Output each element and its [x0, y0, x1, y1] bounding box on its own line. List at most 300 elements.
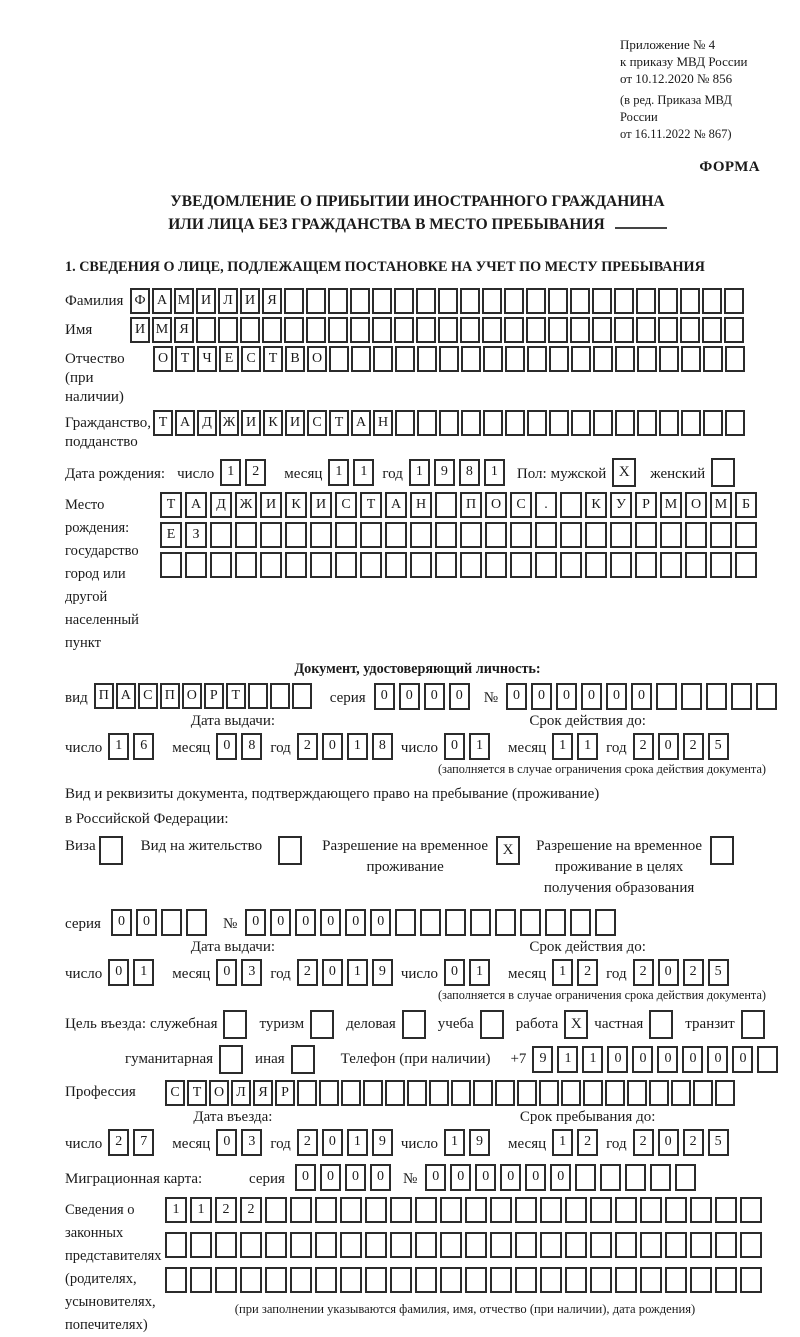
- char-cell[interactable]: [593, 410, 613, 436]
- char-cell[interactable]: Ж: [235, 492, 257, 518]
- char-cell[interactable]: [385, 522, 407, 548]
- char-cell[interactable]: [600, 1164, 621, 1191]
- char-cell[interactable]: [290, 1267, 312, 1293]
- char-cell[interactable]: 1: [409, 459, 430, 486]
- char-cell[interactable]: И: [285, 410, 305, 436]
- char-cell[interactable]: 2: [683, 959, 704, 986]
- char-cell[interactable]: [724, 288, 744, 314]
- char-cell[interactable]: [715, 1197, 737, 1223]
- char-cell[interactable]: 0: [607, 1046, 628, 1073]
- char-cell[interactable]: Р: [635, 492, 657, 518]
- char-cell[interactable]: З: [185, 522, 207, 548]
- char-cell[interactable]: 1: [220, 459, 241, 486]
- char-cell[interactable]: [310, 552, 332, 578]
- char-cell[interactable]: [615, 1267, 637, 1293]
- char-cell[interactable]: 9: [434, 459, 455, 486]
- char-cell[interactable]: [671, 1080, 691, 1106]
- char-cell[interactable]: 0: [322, 1129, 343, 1156]
- char-cell[interactable]: [658, 317, 678, 343]
- char-cell[interactable]: [515, 1232, 537, 1258]
- char-cell[interactable]: 2: [633, 733, 654, 760]
- char-cell[interactable]: [460, 522, 482, 548]
- char-cell[interactable]: 0: [425, 1164, 446, 1191]
- char-cell[interactable]: 0: [450, 1164, 471, 1191]
- char-cell[interactable]: 2: [633, 959, 654, 986]
- char-cell[interactable]: Е: [219, 346, 239, 372]
- char-cell[interactable]: [535, 522, 557, 548]
- char-cell[interactable]: Т: [153, 410, 173, 436]
- char-cell[interactable]: [665, 1267, 687, 1293]
- temp-permit-checkbox[interactable]: X: [496, 836, 520, 865]
- char-cell[interactable]: [417, 346, 437, 372]
- char-cell[interactable]: Т: [160, 492, 182, 518]
- char-cell[interactable]: 0: [658, 959, 679, 986]
- char-cell[interactable]: [483, 346, 503, 372]
- char-cell[interactable]: О: [685, 492, 707, 518]
- char-cell[interactable]: [161, 909, 182, 936]
- char-cell[interactable]: [465, 1267, 487, 1293]
- char-cell[interactable]: [565, 1267, 587, 1293]
- char-cell[interactable]: 3: [241, 1129, 262, 1156]
- char-cell[interactable]: 0: [444, 733, 465, 760]
- char-cell[interactable]: [527, 410, 547, 436]
- char-cell[interactable]: [460, 552, 482, 578]
- char-cell[interactable]: 0: [295, 909, 316, 936]
- char-cell[interactable]: 1: [469, 959, 490, 986]
- char-cell[interactable]: 2: [240, 1197, 262, 1223]
- char-cell[interactable]: [190, 1267, 212, 1293]
- char-cell[interactable]: [660, 552, 682, 578]
- char-cell[interactable]: [659, 346, 679, 372]
- char-cell[interactable]: 0: [707, 1046, 728, 1073]
- char-cell[interactable]: [407, 1080, 427, 1106]
- char-cell[interactable]: [265, 1267, 287, 1293]
- char-cell[interactable]: [416, 317, 436, 343]
- char-cell[interactable]: [583, 1080, 603, 1106]
- char-cell[interactable]: [549, 410, 569, 436]
- char-cell[interactable]: [395, 410, 415, 436]
- char-cell[interactable]: [215, 1267, 237, 1293]
- char-cell[interactable]: [549, 346, 569, 372]
- char-cell[interactable]: [515, 1267, 537, 1293]
- char-cell[interactable]: 0: [216, 1129, 237, 1156]
- char-cell[interactable]: [435, 522, 457, 548]
- char-cell[interactable]: 0: [320, 1164, 341, 1191]
- char-cell[interactable]: 1: [353, 459, 374, 486]
- char-cell[interactable]: [505, 346, 525, 372]
- char-cell[interactable]: [215, 1232, 237, 1258]
- char-cell[interactable]: 0: [556, 683, 577, 710]
- char-cell[interactable]: [196, 317, 216, 343]
- char-cell[interactable]: [535, 552, 557, 578]
- char-cell[interactable]: 1: [552, 1129, 573, 1156]
- char-cell[interactable]: 1: [190, 1197, 212, 1223]
- char-cell[interactable]: Я: [174, 317, 194, 343]
- char-cell[interactable]: [390, 1197, 412, 1223]
- char-cell[interactable]: 1: [347, 959, 368, 986]
- char-cell[interactable]: 7: [133, 1129, 154, 1156]
- purpose-tourism-checkbox[interactable]: [310, 1010, 334, 1039]
- char-cell[interactable]: М: [152, 317, 172, 343]
- char-cell[interactable]: [706, 683, 727, 710]
- char-cell[interactable]: [571, 346, 591, 372]
- char-cell[interactable]: О: [485, 492, 507, 518]
- purpose-transit-checkbox[interactable]: [741, 1010, 765, 1039]
- char-cell[interactable]: Т: [263, 346, 283, 372]
- char-cell[interactable]: [390, 1232, 412, 1258]
- char-cell[interactable]: [165, 1232, 187, 1258]
- char-cell[interactable]: [350, 317, 370, 343]
- char-cell[interactable]: 9: [469, 1129, 490, 1156]
- char-cell[interactable]: 9: [532, 1046, 553, 1073]
- char-cell[interactable]: [548, 288, 568, 314]
- char-cell[interactable]: [636, 317, 656, 343]
- char-cell[interactable]: 3: [241, 959, 262, 986]
- char-cell[interactable]: 0: [320, 909, 341, 936]
- char-cell[interactable]: [605, 1080, 625, 1106]
- char-cell[interactable]: Ф: [130, 288, 150, 314]
- char-cell[interactable]: [540, 1197, 562, 1223]
- char-cell[interactable]: 0: [506, 683, 527, 710]
- char-cell[interactable]: [615, 410, 635, 436]
- char-cell[interactable]: [637, 410, 657, 436]
- char-cell[interactable]: [665, 1232, 687, 1258]
- char-cell[interactable]: 0: [632, 1046, 653, 1073]
- char-cell[interactable]: [560, 522, 582, 548]
- char-cell[interactable]: [410, 552, 432, 578]
- char-cell[interactable]: [560, 492, 582, 518]
- char-cell[interactable]: 5: [708, 959, 729, 986]
- char-cell[interactable]: [360, 522, 382, 548]
- char-cell[interactable]: [440, 1197, 462, 1223]
- char-cell[interactable]: [685, 552, 707, 578]
- char-cell[interactable]: [595, 909, 616, 936]
- char-cell[interactable]: [757, 1046, 778, 1073]
- char-cell[interactable]: И: [240, 288, 260, 314]
- char-cell[interactable]: Р: [204, 683, 224, 709]
- char-cell[interactable]: 0: [682, 1046, 703, 1073]
- char-cell[interactable]: [725, 346, 745, 372]
- char-cell[interactable]: [490, 1232, 512, 1258]
- char-cell[interactable]: [561, 1080, 581, 1106]
- char-cell[interactable]: [310, 522, 332, 548]
- char-cell[interactable]: [731, 683, 752, 710]
- char-cell[interactable]: [593, 346, 613, 372]
- char-cell[interactable]: [373, 346, 393, 372]
- purpose-business-checkbox[interactable]: [223, 1010, 247, 1039]
- char-cell[interactable]: Д: [197, 410, 217, 436]
- char-cell[interactable]: .: [535, 492, 557, 518]
- char-cell[interactable]: О: [307, 346, 327, 372]
- char-cell[interactable]: [235, 552, 257, 578]
- char-cell[interactable]: [265, 1197, 287, 1223]
- char-cell[interactable]: [483, 410, 503, 436]
- char-cell[interactable]: [725, 410, 745, 436]
- char-cell[interactable]: О: [209, 1080, 229, 1106]
- char-cell[interactable]: 0: [370, 909, 391, 936]
- char-cell[interactable]: 1: [484, 459, 505, 486]
- char-cell[interactable]: [640, 1232, 662, 1258]
- char-cell[interactable]: С: [510, 492, 532, 518]
- char-cell[interactable]: 0: [136, 909, 157, 936]
- char-cell[interactable]: [710, 552, 732, 578]
- char-cell[interactable]: [614, 317, 634, 343]
- char-cell[interactable]: [285, 552, 307, 578]
- char-cell[interactable]: [440, 1267, 462, 1293]
- char-cell[interactable]: 0: [374, 683, 395, 710]
- char-cell[interactable]: С: [138, 683, 158, 709]
- char-cell[interactable]: [592, 288, 612, 314]
- char-cell[interactable]: [505, 410, 525, 436]
- char-cell[interactable]: 5: [708, 1129, 729, 1156]
- char-cell[interactable]: [715, 1232, 737, 1258]
- char-cell[interactable]: [548, 317, 568, 343]
- char-cell[interactable]: 8: [241, 733, 262, 760]
- char-cell[interactable]: 0: [111, 909, 132, 936]
- char-cell[interactable]: [681, 410, 701, 436]
- char-cell[interactable]: [485, 522, 507, 548]
- char-cell[interactable]: [420, 909, 441, 936]
- char-cell[interactable]: [681, 683, 702, 710]
- edu-permit-checkbox[interactable]: [710, 836, 734, 865]
- char-cell[interactable]: [340, 1267, 362, 1293]
- char-cell[interactable]: К: [285, 492, 307, 518]
- char-cell[interactable]: [590, 1197, 612, 1223]
- char-cell[interactable]: [351, 346, 371, 372]
- char-cell[interactable]: У: [610, 492, 632, 518]
- char-cell[interactable]: [660, 522, 682, 548]
- char-cell[interactable]: [461, 410, 481, 436]
- char-cell[interactable]: [438, 288, 458, 314]
- char-cell[interactable]: [473, 1080, 493, 1106]
- char-cell[interactable]: 1: [577, 733, 598, 760]
- char-cell[interactable]: [614, 288, 634, 314]
- char-cell[interactable]: [340, 1197, 362, 1223]
- char-cell[interactable]: 0: [108, 959, 129, 986]
- char-cell[interactable]: 2: [683, 733, 704, 760]
- char-cell[interactable]: [625, 1164, 646, 1191]
- char-cell[interactable]: 0: [606, 683, 627, 710]
- char-cell[interactable]: [590, 1267, 612, 1293]
- char-cell[interactable]: [539, 1080, 559, 1106]
- char-cell[interactable]: [210, 552, 232, 578]
- char-cell[interactable]: [615, 346, 635, 372]
- char-cell[interactable]: 6: [133, 733, 154, 760]
- char-cell[interactable]: [315, 1197, 337, 1223]
- char-cell[interactable]: С: [307, 410, 327, 436]
- char-cell[interactable]: 0: [295, 1164, 316, 1191]
- char-cell[interactable]: [415, 1232, 437, 1258]
- char-cell[interactable]: Л: [231, 1080, 251, 1106]
- char-cell[interactable]: 2: [577, 1129, 598, 1156]
- char-cell[interactable]: [570, 288, 590, 314]
- gender-female-checkbox[interactable]: [711, 458, 735, 487]
- visa-checkbox[interactable]: [99, 836, 123, 865]
- char-cell[interactable]: [210, 522, 232, 548]
- char-cell[interactable]: [385, 552, 407, 578]
- char-cell[interactable]: А: [385, 492, 407, 518]
- char-cell[interactable]: 0: [500, 1164, 521, 1191]
- char-cell[interactable]: [571, 410, 591, 436]
- char-cell[interactable]: [680, 288, 700, 314]
- char-cell[interactable]: 0: [345, 1164, 366, 1191]
- char-cell[interactable]: [285, 522, 307, 548]
- char-cell[interactable]: [306, 317, 326, 343]
- char-cell[interactable]: [190, 1232, 212, 1258]
- char-cell[interactable]: [540, 1232, 562, 1258]
- char-cell[interactable]: [482, 288, 502, 314]
- char-cell[interactable]: [504, 317, 524, 343]
- char-cell[interactable]: [592, 317, 612, 343]
- char-cell[interactable]: [451, 1080, 471, 1106]
- char-cell[interactable]: 1: [582, 1046, 603, 1073]
- char-cell[interactable]: Ж: [219, 410, 239, 436]
- char-cell[interactable]: [465, 1197, 487, 1223]
- char-cell[interactable]: А: [185, 492, 207, 518]
- char-cell[interactable]: Т: [226, 683, 246, 709]
- char-cell[interactable]: [372, 288, 392, 314]
- purpose-study-checkbox[interactable]: [480, 1010, 504, 1039]
- char-cell[interactable]: 1: [469, 733, 490, 760]
- char-cell[interactable]: 1: [552, 959, 573, 986]
- char-cell[interactable]: [690, 1232, 712, 1258]
- char-cell[interactable]: [460, 288, 480, 314]
- char-cell[interactable]: Б: [735, 492, 757, 518]
- char-cell[interactable]: [495, 1080, 515, 1106]
- char-cell[interactable]: 1: [347, 733, 368, 760]
- char-cell[interactable]: [235, 522, 257, 548]
- char-cell[interactable]: С: [165, 1080, 185, 1106]
- char-cell[interactable]: [703, 346, 723, 372]
- char-cell[interactable]: [439, 346, 459, 372]
- char-cell[interactable]: 5: [708, 733, 729, 760]
- char-cell[interactable]: [659, 410, 679, 436]
- char-cell[interactable]: [460, 317, 480, 343]
- char-cell[interactable]: [350, 288, 370, 314]
- char-cell[interactable]: 0: [525, 1164, 546, 1191]
- char-cell[interactable]: С: [241, 346, 261, 372]
- char-cell[interactable]: [290, 1232, 312, 1258]
- char-cell[interactable]: [315, 1232, 337, 1258]
- char-cell[interactable]: 9: [372, 1129, 393, 1156]
- purpose-private-checkbox[interactable]: [649, 1010, 673, 1039]
- char-cell[interactable]: 0: [399, 683, 420, 710]
- char-cell[interactable]: [615, 1232, 637, 1258]
- char-cell[interactable]: [517, 1080, 537, 1106]
- char-cell[interactable]: [610, 522, 632, 548]
- char-cell[interactable]: И: [196, 288, 216, 314]
- char-cell[interactable]: [710, 522, 732, 548]
- char-cell[interactable]: 8: [372, 733, 393, 760]
- char-cell[interactable]: 0: [245, 909, 266, 936]
- char-cell[interactable]: [675, 1164, 696, 1191]
- char-cell[interactable]: [284, 288, 304, 314]
- char-cell[interactable]: [160, 552, 182, 578]
- char-cell[interactable]: [394, 288, 414, 314]
- char-cell[interactable]: [240, 1267, 262, 1293]
- char-cell[interactable]: Т: [187, 1080, 207, 1106]
- char-cell[interactable]: [585, 552, 607, 578]
- char-cell[interactable]: К: [585, 492, 607, 518]
- char-cell[interactable]: [340, 1232, 362, 1258]
- char-cell[interactable]: [693, 1080, 713, 1106]
- char-cell[interactable]: С: [335, 492, 357, 518]
- char-cell[interactable]: Л: [218, 288, 238, 314]
- char-cell[interactable]: [635, 522, 657, 548]
- char-cell[interactable]: 2: [683, 1129, 704, 1156]
- purpose-humanitarian-checkbox[interactable]: [219, 1045, 243, 1074]
- char-cell[interactable]: [615, 1197, 637, 1223]
- char-cell[interactable]: [656, 683, 677, 710]
- char-cell[interactable]: [445, 909, 466, 936]
- char-cell[interactable]: О: [153, 346, 173, 372]
- char-cell[interactable]: 0: [658, 1129, 679, 1156]
- char-cell[interactable]: [724, 317, 744, 343]
- char-cell[interactable]: [636, 288, 656, 314]
- char-cell[interactable]: [540, 1267, 562, 1293]
- char-cell[interactable]: [435, 552, 457, 578]
- char-cell[interactable]: [395, 346, 415, 372]
- char-cell[interactable]: Я: [262, 288, 282, 314]
- char-cell[interactable]: [429, 1080, 449, 1106]
- char-cell[interactable]: И: [310, 492, 332, 518]
- char-cell[interactable]: А: [152, 288, 172, 314]
- char-cell[interactable]: [740, 1197, 762, 1223]
- char-cell[interactable]: 2: [633, 1129, 654, 1156]
- char-cell[interactable]: Ч: [197, 346, 217, 372]
- char-cell[interactable]: [416, 288, 436, 314]
- char-cell[interactable]: [650, 1164, 671, 1191]
- char-cell[interactable]: Т: [329, 410, 349, 436]
- char-cell[interactable]: 0: [216, 733, 237, 760]
- char-cell[interactable]: [570, 317, 590, 343]
- char-cell[interactable]: 2: [108, 1129, 129, 1156]
- char-cell[interactable]: [292, 683, 312, 709]
- char-cell[interactable]: [649, 1080, 669, 1106]
- char-cell[interactable]: [262, 317, 282, 343]
- char-cell[interactable]: [526, 288, 546, 314]
- purpose-work-checkbox[interactable]: X: [564, 1010, 588, 1039]
- char-cell[interactable]: 0: [370, 1164, 391, 1191]
- char-cell[interactable]: [329, 346, 349, 372]
- char-cell[interactable]: А: [175, 410, 195, 436]
- char-cell[interactable]: [365, 1232, 387, 1258]
- char-cell[interactable]: [526, 317, 546, 343]
- char-cell[interactable]: Р: [275, 1080, 295, 1106]
- char-cell[interactable]: [690, 1197, 712, 1223]
- char-cell[interactable]: [504, 288, 524, 314]
- char-cell[interactable]: Д: [210, 492, 232, 518]
- char-cell[interactable]: 0: [581, 683, 602, 710]
- char-cell[interactable]: [690, 1267, 712, 1293]
- char-cell[interactable]: [740, 1232, 762, 1258]
- char-cell[interactable]: [363, 1080, 383, 1106]
- char-cell[interactable]: 0: [322, 733, 343, 760]
- char-cell[interactable]: 1: [552, 733, 573, 760]
- char-cell[interactable]: [735, 522, 757, 548]
- char-cell[interactable]: 1: [557, 1046, 578, 1073]
- char-cell[interactable]: [461, 346, 481, 372]
- char-cell[interactable]: Н: [410, 492, 432, 518]
- char-cell[interactable]: [315, 1267, 337, 1293]
- char-cell[interactable]: 2: [297, 733, 318, 760]
- char-cell[interactable]: [740, 1267, 762, 1293]
- char-cell[interactable]: [306, 288, 326, 314]
- residence-permit-checkbox[interactable]: [278, 836, 302, 865]
- char-cell[interactable]: [186, 909, 207, 936]
- char-cell[interactable]: [385, 1080, 405, 1106]
- char-cell[interactable]: 0: [657, 1046, 678, 1073]
